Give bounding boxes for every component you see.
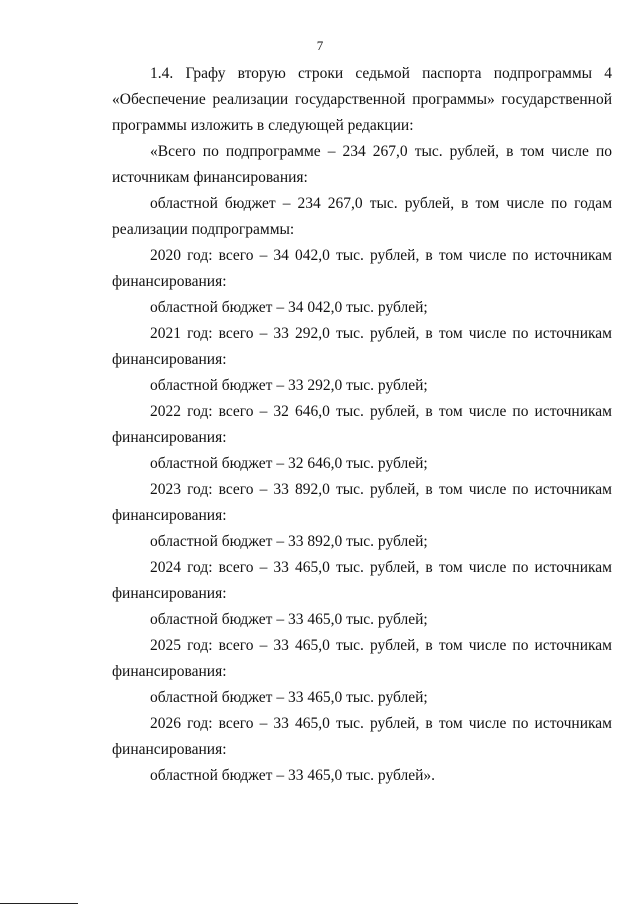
paragraph-year-2021-budget: областной бюджет – 33 292,0 тыс. рублей; <box>150 377 428 394</box>
paragraph-year-2026: 2026 год: всего – 33 465,0 тыс. рублей, в том числе по источникам финансирования: <box>112 715 612 758</box>
paragraph-year-2022-budget: областной бюджет – 32 646,0 тыс. рублей; <box>150 455 428 472</box>
paragraph-total: «Всего по подпрограмме – 234 267,0 тыс. рублей, в том числе по источникам финансирования: <box>112 143 612 186</box>
document-body <box>112 61 612 789</box>
paragraph-year-2023: 2023 год: всего – 33 892,0 тыс. рублей, в том числе по источникам финансирования: <box>112 481 612 524</box>
paragraph-amendment-intro: 1.4. Графу вторую строки седьмой паспорта подпрограммы 4 «Обеспечение реализации государственной программы» государственной программы изложить в следующей редакции: <box>112 65 612 134</box>
paragraph-year-2020: 2020 год: всего – 34 042,0 тыс. рублей, в том числе по источникам финансирования: <box>112 247 612 290</box>
paragraph-regional-budget-total: областной бюджет – 234 267,0 тыс. рублей, в том числе по годам реализации подпрограммы: <box>112 195 612 238</box>
paragraph-year-2024: 2024 год: всего – 33 465,0 тыс. рублей, в том числе по источникам финансирования: <box>112 559 612 602</box>
paragraph-year-2024-budget: областной бюджет – 33 465,0 тыс. рублей; <box>150 611 428 628</box>
paragraph-year-2022: 2022 год: всего – 32 646,0 тыс. рублей, в том числе по источникам финансирования: <box>112 403 612 446</box>
paragraph-year-2023-budget: областной бюджет – 33 892,0 тыс. рублей; <box>150 533 428 550</box>
paragraph-year-2025-budget: областной бюджет – 33 465,0 тыс. рублей; <box>150 689 428 706</box>
page-number: 7 <box>316 38 324 53</box>
paragraph-year-2020-budget: областной бюджет – 34 042,0 тыс. рублей; <box>150 299 428 316</box>
footer-divider <box>0 903 78 904</box>
paragraph-year-2025: 2025 год: всего – 33 465,0 тыс. рублей, в том числе по источникам финансирования: <box>112 637 612 680</box>
paragraph-year-2021: 2021 год: всего – 33 292,0 тыс. рублей, в том числе по источникам финансирования: <box>112 325 612 368</box>
paragraph-year-2026-budget: областной бюджет – 33 465,0 тыс. рублей». <box>150 767 436 784</box>
